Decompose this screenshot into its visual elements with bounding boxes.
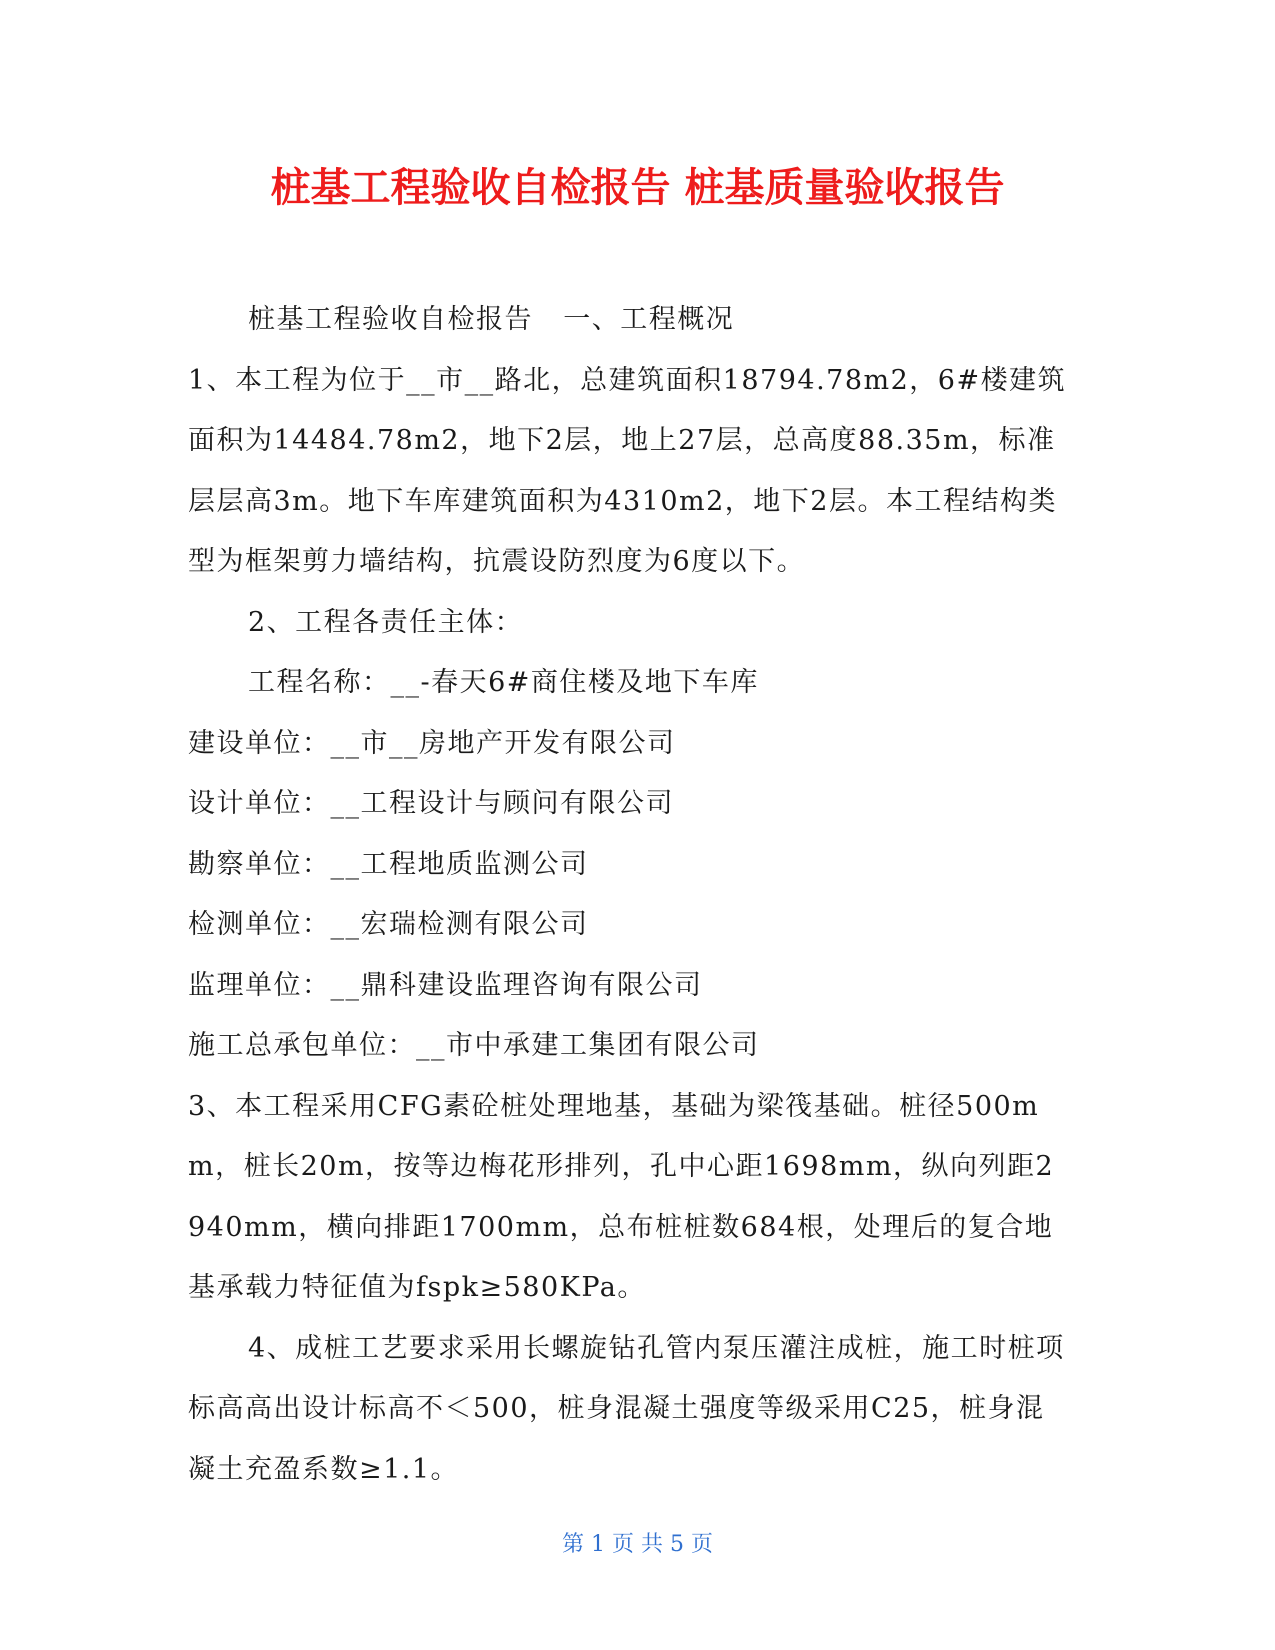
owner-unit-line: 建设单位：__市__房地产开发有限公司 xyxy=(188,727,676,759)
paragraph-responsible-parties: 2、工程各责任主体： xyxy=(248,606,524,638)
project-name-line: 工程名称：__-春天6#商住楼及地下车库 xyxy=(248,667,759,698)
document-title: 桩基工程验收自检报告 桩基质量验收报告 xyxy=(270,165,1005,211)
testing-unit-line: 检测单位：__宏瑞检测有限公司 xyxy=(188,909,589,940)
survey-unit-line: 勘察单位：__工程地质监测公司 xyxy=(188,848,589,880)
supervision-unit-line: 监理单位：__鼎科建设监理咨询有限公司 xyxy=(188,969,703,1001)
design-unit-line: 设计单位：__工程设计与顾问有限公司 xyxy=(188,788,674,819)
contractor-unit-line: 施工总承包单位：__市中承建工集团有限公司 xyxy=(188,1030,760,1061)
paragraph-overview: 1、本工程为位于__市__路北，总建筑面积18794.78m2，6#楼建筑面积为14484.78m2，地下2层，地上27层，总高度88.35m，标准层层高3m。地下车库建筑面积为4310m2，地下2层。本工程结构类型为框架剪力墙结构，抗震设防烈度为6度以下。 xyxy=(188,364,1067,577)
paragraph-foundation: 3、本工程采用CFG素砼桩处理地基，基础为梁筏基础。桩径500mm，桩长20m，按等边梅花形排列，孔中心距1698mm，纵向列距2940mm，横向排距1700mm，总布桩桩数684根，处理后的复合地基承载力特征值为fspk≥580KPa。 xyxy=(188,1090,1055,1303)
section-heading: 桩基工程验收自检报告 一、工程概况 xyxy=(248,304,735,335)
document-body xyxy=(188,290,1068,1500)
page-number: 第 1 页 共 5 页 xyxy=(562,1532,713,1557)
paragraph-process: 4、成桩工艺要求采用长螺旋钻孔管内泵压灌注成桩，施工时桩项标高高出设计标高不＜500，桩身混凝土强度等级采用C25，桩身混凝土充盈系数≥1.1。 xyxy=(188,1332,1065,1485)
